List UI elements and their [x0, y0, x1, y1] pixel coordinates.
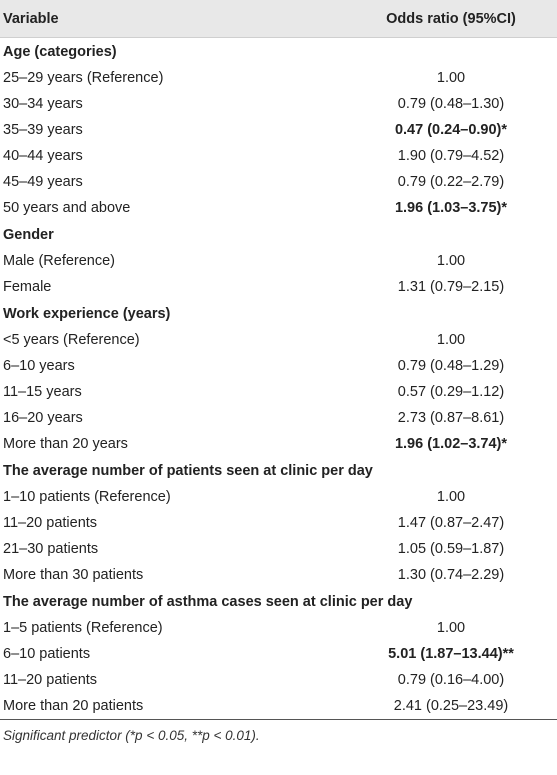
odds-ratio-cell: 1.00: [436, 253, 466, 269]
odds-ratio-cell: 0.79 (0.48–1.29): [397, 358, 505, 374]
variable-cell: 11–20 patients: [3, 515, 98, 531]
table-row: [0, 562, 557, 588]
section-label: Work experience (years): [3, 305, 171, 322]
table-footnote: Significant predictor (*p < 0.05, **p < 0.01).: [3, 728, 260, 743]
odds-ratio-cell: 1.00: [436, 70, 466, 86]
variable-cell: <5 years (Reference): [3, 332, 140, 348]
odds-ratio-cell: 2.41 (0.25–23.49): [393, 698, 509, 714]
variable-cell: More than 30 patients: [3, 567, 144, 583]
header-variable: Variable: [3, 10, 59, 27]
table-row: [0, 143, 557, 169]
table-row: [0, 484, 557, 510]
table-row: [0, 117, 557, 143]
odds-ratio-cell: 1.00: [436, 489, 466, 505]
variable-cell: 16–20 years: [3, 410, 83, 426]
table-row: [0, 91, 557, 117]
table-row: [0, 641, 557, 667]
variable-cell: 40–44 years: [3, 148, 83, 164]
variable-cell: 30–34 years: [3, 96, 83, 112]
odds-ratio-cell: 1.00: [436, 620, 466, 636]
variable-cell: 45–49 years: [3, 174, 83, 190]
variable-cell: 6–10 patients: [3, 646, 91, 662]
variable-cell: 25–29 years (Reference): [3, 70, 164, 86]
odds-ratio-cell: 0.79 (0.22–2.79): [397, 174, 505, 190]
variable-cell: More than 20 patients: [3, 698, 144, 714]
table-row: [0, 405, 557, 431]
table-row: [0, 353, 557, 379]
odds-ratio-cell: 1.30 (0.74–2.29): [397, 567, 505, 583]
table-header: [0, 0, 557, 38]
section-header-row: [0, 588, 557, 615]
variable-cell: 1–5 patients (Reference): [3, 620, 163, 636]
variable-cell: 50 years and above: [3, 200, 131, 216]
table-row: [0, 536, 557, 562]
section-label: Age (categories): [3, 43, 117, 60]
variable-cell: 21–30 patients: [3, 541, 99, 557]
table-row: [0, 169, 557, 195]
variable-cell: 11–20 patients: [3, 672, 98, 688]
odds-ratio-cell: 1.96 (1.03–3.75)*: [394, 200, 508, 216]
variable-cell: Female: [3, 279, 52, 295]
odds-ratio-cell: 1.96 (1.02–3.74)*: [394, 436, 508, 452]
odds-ratio-cell: 0.79 (0.16–4.00): [397, 672, 505, 688]
table-row: [0, 431, 557, 457]
variable-cell: More than 20 years: [3, 436, 128, 452]
variable-cell: 1–10 patients (Reference): [3, 489, 171, 505]
table-row: [0, 510, 557, 536]
odds-ratio-cell: 2.73 (0.87–8.61): [397, 410, 505, 426]
odds-ratio-cell: 1.05 (0.59–1.87): [397, 541, 505, 557]
odds-ratio-cell: 1.90 (0.79–4.52): [397, 148, 505, 164]
variable-cell: Male (Reference): [3, 253, 116, 269]
section-header-row: [0, 221, 557, 248]
odds-ratio-cell: 1.00: [436, 332, 466, 348]
variable-cell: 11–15 years: [3, 384, 82, 400]
table-row: [0, 327, 557, 353]
table-row: [0, 379, 557, 405]
odds-ratio-cell: 5.01 (1.87–13.44)**: [388, 646, 514, 662]
table-row: [0, 667, 557, 693]
table-row: [0, 274, 557, 300]
odds-ratio-cell: 0.57 (0.29–1.12): [397, 384, 505, 400]
section-header-row: [0, 38, 557, 65]
header-odds-ratio: Odds ratio (95%CI): [386, 10, 516, 27]
odds-ratio-cell: 1.31 (0.79–2.15): [397, 279, 505, 295]
table-row: [0, 693, 557, 720]
section-label: Gender: [3, 226, 54, 243]
section-header-row: [0, 457, 557, 484]
table-body: [0, 38, 557, 720]
odds-ratio-cell: 1.47 (0.87–2.47): [397, 515, 505, 531]
section-label: The average number of asthma cases seen at clinic per day: [3, 593, 413, 610]
variable-cell: 6–10 years: [3, 358, 75, 374]
section-label: The average number of patients seen at clinic per day: [3, 462, 373, 479]
variable-cell: 35–39 years: [3, 122, 83, 138]
odds-ratio-cell: 0.79 (0.48–1.30): [397, 96, 505, 112]
section-header-row: [0, 300, 557, 327]
table-row: [0, 195, 557, 221]
odds-ratio-cell: 0.47 (0.24–0.90)*: [394, 122, 508, 138]
table-row: [0, 615, 557, 641]
table-row: [0, 248, 557, 274]
table-row: [0, 65, 557, 91]
